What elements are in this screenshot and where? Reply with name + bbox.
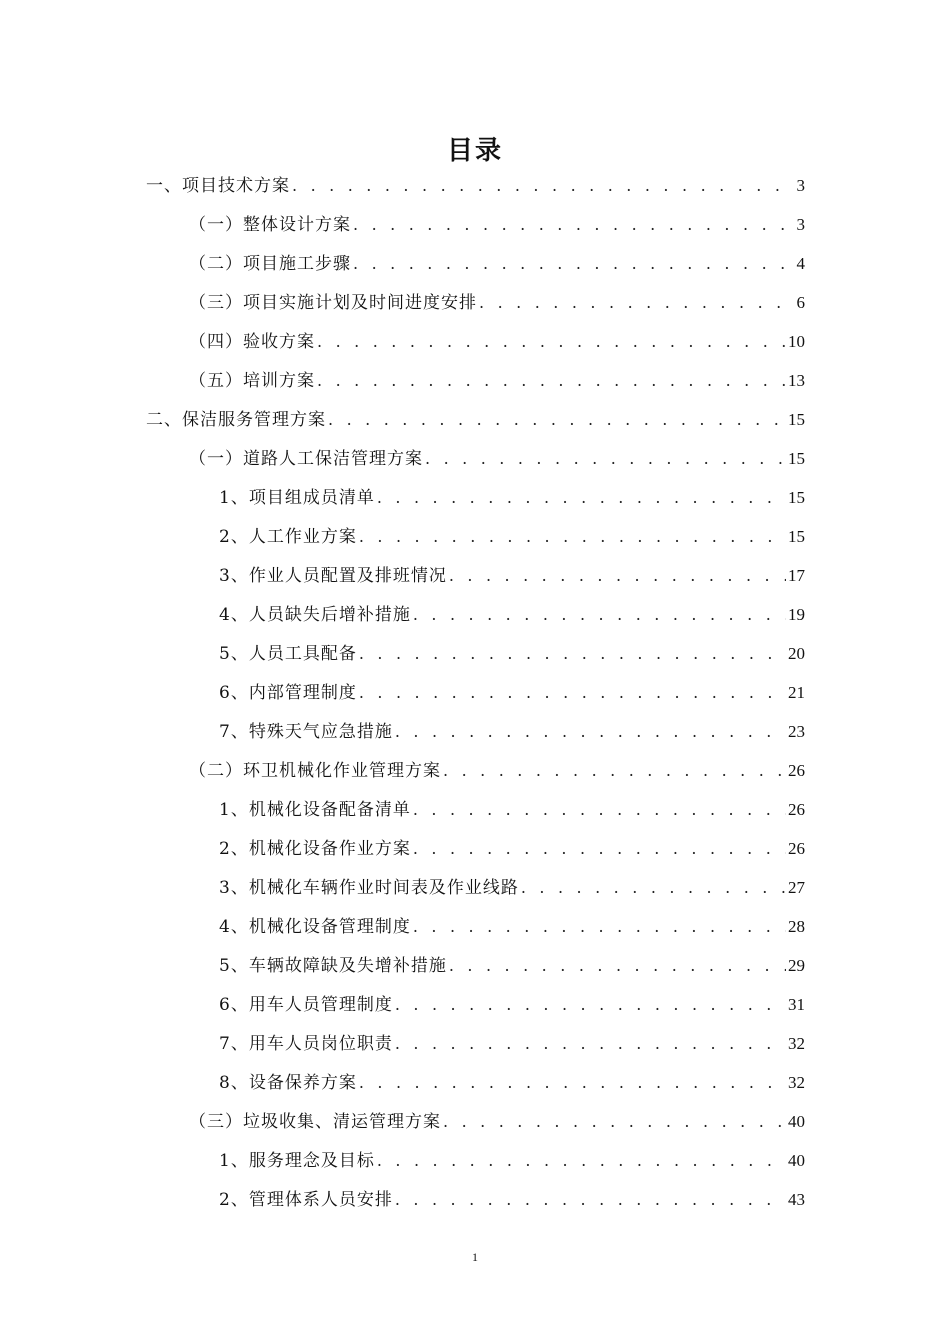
toc-entry-label: 6、内部管理制度 [219,683,357,703]
toc-entry-label: （二）环卫机械化作业管理方案 [189,761,441,781]
toc-dot-leader [353,205,795,244]
toc-entry[interactable] [189,283,805,322]
toc-entry-label: 8、设备保养方案 [219,1073,357,1093]
toc-dot-leader [449,946,786,985]
toc-entry-label: 7、特殊天气应急措施 [219,722,393,742]
toc-entry-label: 5、车辆故障缺及失增补措施 [219,956,447,976]
toc-dot-leader [521,868,786,907]
toc-entry[interactable] [219,1141,805,1180]
toc-entry-label: （一）道路人工保洁管理方案 [189,449,423,469]
toc-entry[interactable] [219,829,805,868]
toc-entry-label: 2、机械化设备作业方案 [219,839,411,859]
toc-dot-leader [359,634,786,673]
toc-entry[interactable] [219,556,805,595]
toc-entry-label: （三）垃圾收集、清运管理方案 [189,1112,441,1132]
toc-entry-page: 4 [796,254,805,273]
toc-entry-page: 31 [788,995,805,1014]
toc-entry[interactable] [189,751,805,790]
toc-entry-label: 4、人员缺失后增补措施 [219,605,411,625]
toc-entry[interactable] [189,322,805,361]
toc-entry-page: 21 [788,683,805,702]
toc-entry-page: 43 [788,1190,805,1209]
toc-entry[interactable] [146,166,805,205]
toc-dot-leader [359,1063,786,1102]
toc-entry[interactable] [219,712,805,751]
toc-entry[interactable] [219,1180,805,1219]
toc-dot-leader [377,478,786,517]
toc-entry[interactable] [219,595,805,634]
toc-entry[interactable] [219,673,805,712]
toc-entry[interactable] [189,361,805,400]
toc-dot-leader [359,673,786,712]
toc-entry-page: 13 [788,371,805,390]
toc-entry[interactable] [189,1102,805,1141]
toc-entry[interactable] [219,868,805,907]
toc-entry-label: （一）整体设计方案 [189,215,351,235]
toc-entry-page: 32 [788,1034,805,1053]
toc-dot-leader [317,361,786,400]
toc-entry-page: 40 [788,1151,805,1170]
page-title: 目录 [446,136,503,167]
toc-entry-page: 40 [788,1112,805,1131]
toc-dot-leader [395,1180,786,1219]
toc-dot-leader [317,322,786,361]
toc-entry[interactable] [219,1024,805,1063]
toc-entry-page: 15 [788,410,805,429]
toc-entry[interactable] [219,985,805,1024]
toc-entry-label: 一、项目技术方案 [146,176,290,196]
toc-dot-leader [443,751,786,790]
toc-entry-page: 26 [788,800,805,819]
toc-entry-page: 10 [788,332,805,351]
toc-entry-page: 17 [788,566,805,585]
toc-dot-leader [353,244,795,283]
toc-dot-leader [413,595,786,634]
toc-entry-page: 19 [788,605,805,624]
toc-entry[interactable] [219,478,805,517]
toc-entry-label: 5、人员工具配备 [219,644,357,664]
toc-entry[interactable] [219,634,805,673]
toc-entry-page: 28 [788,917,805,936]
toc-entry-label: 3、机械化车辆作业时间表及作业线路 [219,878,519,898]
toc-dot-leader [328,400,786,439]
toc-entry-page: 3 [796,215,805,234]
toc-dot-leader [395,712,786,751]
toc-entry[interactable] [219,517,805,556]
toc-entry-label: 1、服务理念及目标 [219,1151,375,1171]
toc-entry[interactable] [219,790,805,829]
toc-entry-label: 1、机械化设备配备清单 [219,800,411,820]
toc-entry-page: 26 [788,761,805,780]
toc-entry-page: 15 [788,488,805,507]
toc-entry-page: 32 [788,1073,805,1092]
toc-entry[interactable] [219,907,805,946]
toc-entry-label: （五）培训方案 [189,371,315,391]
toc-dot-leader [413,907,786,946]
page-number: 1 [472,1250,478,1264]
toc-entry-page: 27 [788,878,805,897]
toc-dot-leader [479,283,795,322]
toc-entry[interactable] [219,946,805,985]
toc-entry-label: （三）项目实施计划及时间进度安排 [189,293,477,313]
toc-dot-leader [377,1141,786,1180]
toc-entry-label: 4、机械化设备管理制度 [219,917,411,937]
toc-entry[interactable] [189,439,805,478]
toc-entry-page: 6 [796,293,805,312]
toc-entry-label: 3、作业人员配置及排班情况 [219,566,447,586]
toc-entry-page: 3 [796,176,805,195]
toc-entry-page: 15 [788,449,805,468]
toc-entry-label: （四）验收方案 [189,332,315,352]
toc-entry[interactable] [189,205,805,244]
toc-entry[interactable] [146,400,805,439]
toc-entry-page: 20 [788,644,805,663]
toc-entry-label: （二）项目施工步骤 [189,254,351,274]
toc-entry-page: 29 [788,956,805,975]
toc-entry-label: 2、管理体系人员安排 [219,1190,393,1210]
toc-entry[interactable] [189,244,805,283]
toc-dot-leader [443,1102,786,1141]
toc-dot-leader [359,517,786,556]
toc-entry-page: 15 [788,527,805,546]
toc-entry-label: 6、用车人员管理制度 [219,995,393,1015]
toc-dot-leader [395,1024,786,1063]
toc-dot-leader [413,790,786,829]
toc-entry-label: 二、保洁服务管理方案 [146,410,326,430]
toc-entry[interactable] [219,1063,805,1102]
toc-dot-leader [449,556,786,595]
toc-dot-leader [413,829,786,868]
toc-entry-label: 2、人工作业方案 [219,527,357,547]
toc-entry-page: 26 [788,839,805,858]
toc-dot-leader [292,166,795,205]
toc-entry-label: 7、用车人员岗位职责 [219,1034,393,1054]
toc-entry-label: 1、项目组成员清单 [219,488,375,508]
toc-entry-page: 23 [788,722,805,741]
toc-dot-leader [425,439,786,478]
toc-dot-leader [395,985,786,1024]
